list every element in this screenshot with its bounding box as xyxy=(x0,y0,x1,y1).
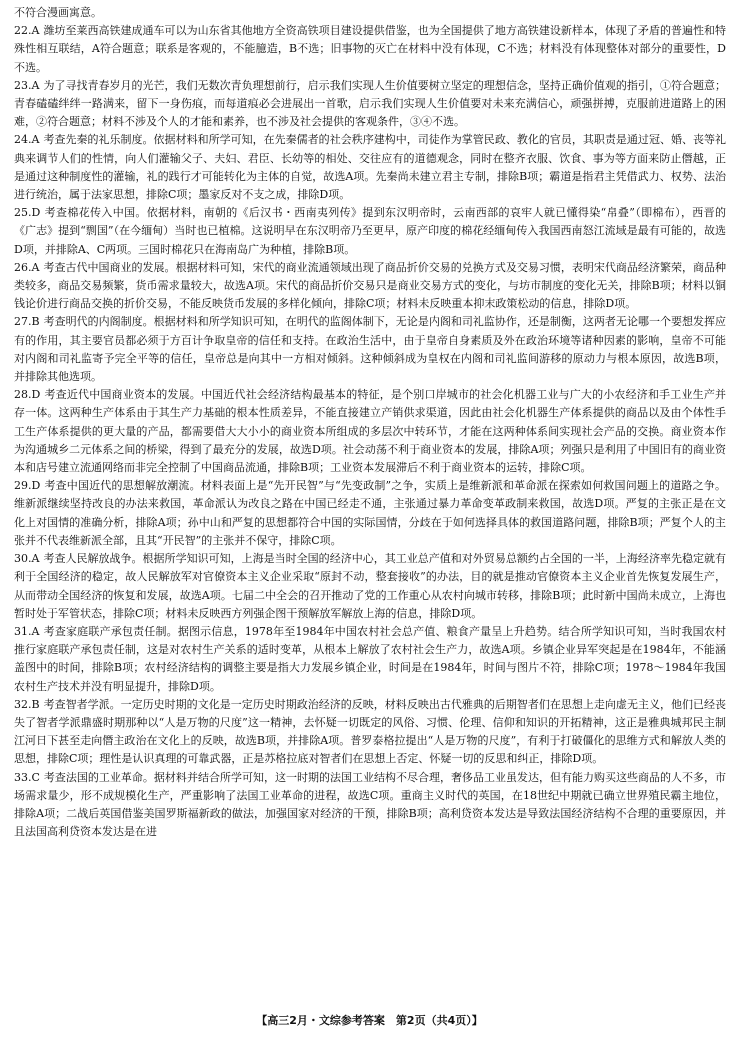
answer-item-30 xyxy=(14,550,726,623)
item-explanation: 潍坊至莱西高铁建成通车可以为山东省其他地方全资高铁项目建设提供借鉴，也为全国提供了地方高铁建设新样本，体现了矛盾的普遍性和特殊性相互联结，A符合题意；联系是客观的，不能臆造，B不选；旧事物的灭亡在材料中没有体现，C不选；材料没有体现整体对部分的重要性，D不选。 xyxy=(14,24,726,74)
item-answer: C xyxy=(31,770,40,784)
item-answer: A xyxy=(31,133,40,147)
item-number: 27. xyxy=(14,315,32,329)
item-explanation: 为了寻找青春岁月的光芒，我们无数次青负理想前行，启示我们实现人生价值要树立坚定的理想信念，坚持正确价值观的指引，①符合题意；青春磕磕绊绊一路满来，留下一身伤痕，而每道痕必会进展出一首歌，启示我们实现人生价值要对未来充满信心，顽强拼搏，克服前进道路上的困难，②符合题意；材料不涉及个人的才能和素养，也不涉及社会提供的客观条件，③④不选。 xyxy=(14,78,726,129)
answer-page xyxy=(14,4,726,1004)
item-explanation: 考查古代中国商业的发展。根据材料可知，宋代的商业流通领域出现了商品折价交易的兑换方式及交易习惯，表明宋代商品经济繁荣，商品种类较多，商品交易频繁，货币需求量较大，故选A项。宋代的商品折价交易只是商业交易方式的变化，与坊市制度的变化无关，排除B项；材料以铜钱论价进行商品交换的折价交易，不能反映货币发展的多样化倾向，排除C项；材料未反映重本抑末政策松动的信息，排除D项。 xyxy=(14,260,726,311)
item-answer: D xyxy=(31,206,41,220)
item-number: 24. xyxy=(14,133,32,147)
item-explanation: 考查明代的内阁制度。根据材料和所学知识可知，在明代的监阁体制下，无论是内阁和司礼监协作，还是制衡，这两者无论哪一个要想发挥应有的作用，其主要官员都必须于方百计争取皇帝的信任和支持。在政治生活中，由于皇帝自身素质及外在政治环境等诸种因素的影响，皇帝不可能对内阁和司礼监寄予完全平等的信任，皇帝总是向其中一方相对倾斜。这种倾斜成为皇权在内阁和司礼监间游移的原动力与根本原因，故选B项，并排除其他选项。 xyxy=(14,315,726,384)
item-explanation: 考查法国的工业革命。据材料并结合所学可知，这一时期的法国工业结构不尽合理，奢侈品工业虽发达，但有能力购买这些商品的人不多，市场需求量少，形不成规模化生产，严重影响了法国工业革命的进程，故选C项。重商主义时代的英国，在18世纪中期就已确立世界殖民霸主地位，排除A项；二战后英国借鉴美国罗斯福新政的做法，加强国家对经济的干预，排除B项；高利贷资本发达是导致法国经济结构不合理的重要原因，并且法国高利贷资本发达是在进 xyxy=(14,770,726,839)
item-answer: B xyxy=(31,315,40,329)
answer-item-28 xyxy=(14,386,726,477)
answer-item-25 xyxy=(14,204,726,259)
item-answer: A xyxy=(31,260,40,274)
item-number: 33. xyxy=(14,770,32,784)
answer-item-33 xyxy=(14,769,726,842)
item-answer: D xyxy=(31,388,41,402)
item-explanation: 考查先秦的礼乐制度。依据材料和所学可知，在先秦儒者的社会秩序建构中，司徒作为掌管民政、教化的官员，其职责是通过冠、婚、丧等礼典来调节人们的性情，向人们灌输父子、夫妇、君臣、长幼等的相处、交往应有的道德观念，同时在整齐衣服、饮食、事为等方面来防止僭越，正是通过这种制度性的灌输，礼的践行才可能转化为主体的自觉，故选A项。先秦尚未建立君主专制，排除B项；霸道是指君主凭借武力、权势、法治进行统治，属于法家思想，排除C项；墨家反对不支之成，排除D项。 xyxy=(14,133,726,202)
item-explanation: 考查中国近代的思想解放潮流。材料表面上是“先开民智”与“先变政制”之争，实质上是维新派和革命派在探索如何救国问题上的道路之争。维新派继续坚持改良的办法来救国，革命派认为改良之路在中国已经走不通，主张通过暴力革命变革政制来救国，故选D项。严复的主张正是在文化上对国情的准确分析，排除A项；孙中山和严复的思想都符合中国的实际国情，分歧在于如何选择具体的救国道路问题，排除B项；严复个人的主张并不代表维新派全部，且其“开民智”的主张并不保守，排除C项。 xyxy=(14,479,726,547)
item-answer: A xyxy=(31,24,40,38)
item-number: 29. xyxy=(14,479,32,493)
answer-item-32 xyxy=(14,696,726,769)
item-answer: B xyxy=(31,697,40,711)
item-number: 26. xyxy=(14,260,32,274)
item-answer: A xyxy=(31,624,40,638)
item-number: 22. xyxy=(14,24,32,38)
item-number: 31. xyxy=(14,624,32,638)
answer-item-24 xyxy=(14,131,726,204)
answer-item-27 xyxy=(14,313,726,386)
item-answer: D xyxy=(31,479,41,493)
item-explanation: 考查近代中国商业资本的发展。中国近代社会经济结构最基本的特征，是个别口岸城市的社会化机器工业与广大的小农经济和手工业生产并存一体。这两种生产体系由于其生产力基础的根本性质差异，不能直接建立产销供求渠道，因此由社会化机器生产体系提供的商品以及由个体性手工生产体系提供的更大量的产品，都需要借大大小小的商业资本所组成的多层次中转环节，才能在这两种体系间实现社会产品的交换。商业资本作为沟通城乡二元体系之间的桥梁，得到了最充分的发展，故选D项。社会动荡不利于商业资本的发展，排除A项；列强只是利用了中国旧有的商业资本和店号建立流通网络而非完全控制了中国商品流通，排除B项；工业资本发展滞后不利于商业资本的运转，排除C项。 xyxy=(14,388,726,475)
item-explanation: 考查智者学派。一定历史时期的文化是一定历史时期政治经济的反映，材料反映出古代雅典的后期智者们在思想上走向虚无主义，他们已经丧失了智者学派鼎盛时期那种以“人是万物的尺度”这一精神，去怀疑一切既定的风俗、习惯、伦理、信仰和知识的开拓精神，这正是雅典城邦民主制江河日下甚至走向僭主政治在文化上的反映，故选B项，并排除A项。普罗泰格拉提出“人是万物的尺度”，有利于打破僵化的思维方式和解放人类的思想，排除C项；理性是认识真理的可靠武器，正是苏格拉底对智者们在思想上否定、怀疑一切的反思和纠正，排除D项。 xyxy=(14,697,726,766)
item-number: 23. xyxy=(14,78,32,92)
lead-line: 不符合漫画寓意。 xyxy=(14,6,102,19)
answer-item-22 xyxy=(14,22,726,77)
answer-item-29 xyxy=(14,477,726,550)
answer-item-31 xyxy=(14,623,726,696)
item-explanation: 考查人民解放战争。根据所学知识可知，上海是当时全国的经济中心，其工业总产值和对外贸易总额约占全国的一半，上海经济率先稳定就有利于全国经济的稳定，故人民解放军对官僚资本主义企业采取“原封不动，整套接收”的办法，目的就是推动官僚资本主义企业首先恢复发展生产，从而带动全国经济的恢复和发展，故选A项。七届二中全会的召开推动了党的工作重心从农村向城市转移，排除B项；此时新中国尚未成立，上海也暂时处于军管状态，排除C项；材料未反映西方列强企图干预解放军解放上海的信息，排除D项。 xyxy=(14,552,726,620)
item-number: 32. xyxy=(14,697,32,711)
answer-item-23 xyxy=(14,77,726,132)
page-footer: 【高三2月・文综参考答案 第2页（共4页）】 xyxy=(256,1014,483,1027)
item-number: 30. xyxy=(14,552,32,566)
item-explanation: 考查棉花传入中国。依据材料，南朝的《后汉书・西南夷列传》提到东汉明帝时，云南西部的哀牢人就已懂得染“帛叠”（即棉布），西晋的《广志》提到“剽国”（在今缅甸）当时也已植棉。这说明早在东汉明帝乃至更早，原产印度的棉花经缅甸传入我国西南怒江流域是最有可能的，故选D项，并排除A、C两项。三国时棉花只在海南岛广为种植，排除B项。 xyxy=(14,206,726,256)
item-explanation: 考查家庭联产承包责任制。据图示信息，1978年至1984年中国农村社会总产值、粮食产量呈上升趋势。结合所学知识可知，当时我国农村推行家庭联产承包责任制，这是对农村生产关系的适时变革，从根本上解放了农村社会生产力，故选A项。乡镇企业异军突起是在1984年，不能涵盖图中的时间，排除B项；农村经济结构的调整主要是指大力发展乡镇企业，时间是在1984年，时间与图片不符，排除C项；1978～1984年我国农村生产技术并没有明显提升，排除D项。 xyxy=(14,624,726,693)
item-number: 25. xyxy=(14,206,32,220)
answer-item-26 xyxy=(14,259,726,314)
item-answer: A xyxy=(31,78,40,92)
item-number: 28. xyxy=(14,388,32,402)
item-answer: A xyxy=(31,552,40,566)
